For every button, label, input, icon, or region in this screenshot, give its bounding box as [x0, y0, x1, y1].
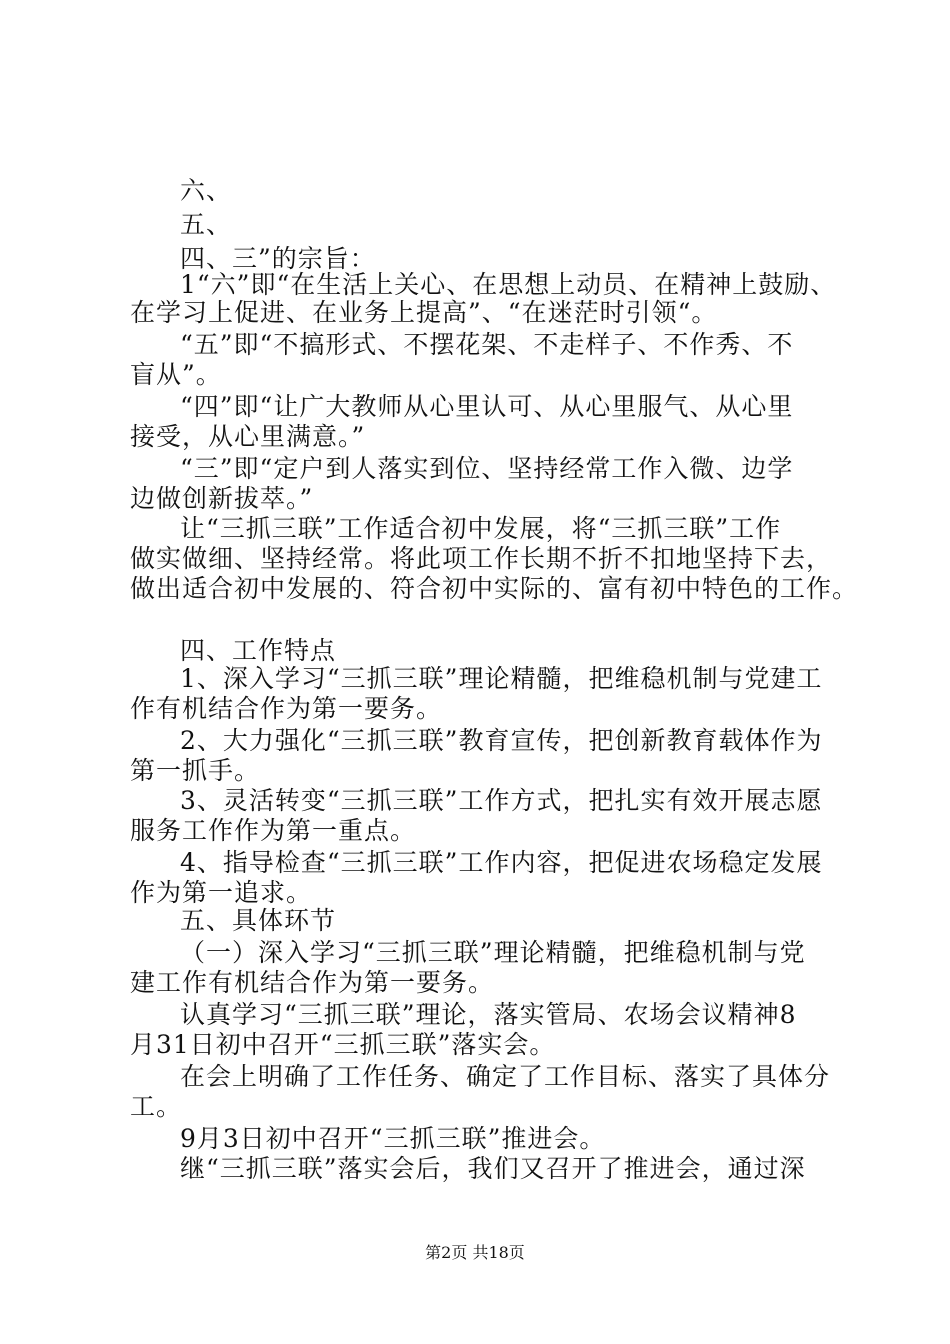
text-line: 4、指导检查“三抓三联”工作内容，把促进农场稳定发展 — [180, 848, 823, 877]
text-line: “五”即“不搞形式、不摆花架、不走样子、不作秀、不 — [180, 330, 794, 359]
text-line: 月31日初中召开“三抓三联”落实会。 — [130, 1030, 556, 1059]
text-line: 做出适合初中发展的、符合初中实际的、富有初中特色的工作。 — [130, 574, 859, 603]
text-line: 六、 — [180, 176, 233, 205]
text-line: 做实做细、坚持经常。将此项工作长期不折不扣地坚持下去， — [130, 544, 833, 573]
text-line: 作有机结合作为第一要务。 — [130, 694, 443, 723]
page-footer: 第2页 共18页 — [425, 1243, 525, 1262]
text-line: 接受，从心里满意。” — [130, 422, 366, 451]
text-line: 在学习上促进、在业务上提高”、“在迷茫时引领“。 — [130, 298, 718, 327]
text-line: 五、 — [180, 210, 233, 239]
section-heading: 四、工作特点 — [180, 636, 337, 665]
text-line: 2、大力强化“三抓三联”教育宣传，把创新教育载体作为 — [180, 726, 823, 755]
text-line: 第一抓手。 — [130, 756, 261, 785]
text-line: 作为第一追求。 — [130, 878, 313, 907]
text-line: 继“三抓三联”落实会后，我们又召开了推进会，通过深 — [180, 1154, 806, 1183]
text-line: 1“六”即“在生活上关心、在思想上动员、在精神上鼓励、 — [180, 270, 837, 299]
text-line: 服务工作作为第一重点。 — [130, 816, 417, 845]
text-line: （一）深入学习“三抓三联”理论精髓，把维稳机制与党 — [180, 938, 806, 967]
section-heading: 五、具体环节 — [180, 906, 337, 935]
text-line: 3、灵活转变“三抓三联”工作方式，把扎实有效开展志愿 — [180, 786, 823, 815]
text-line: 1、深入学习“三抓三联”理论精髓，把维稳机制与党建工 — [180, 664, 823, 693]
text-line: 认真学习“三抓三联”理论，落实管局、农场会议精神8 — [180, 1000, 797, 1029]
text-line: 工。 — [130, 1092, 183, 1121]
text-line: 四、三”的宗旨： — [180, 244, 376, 273]
text-line: 9月3日初中召开“三抓三联”推进会。 — [180, 1124, 606, 1153]
text-line: 让“三抓三联”工作适合初中发展，将“三抓三联”工作 — [180, 514, 782, 543]
text-line: 盲从”。 — [130, 360, 222, 389]
text-line: “四”即“让广大教师从心里认可、从心里服气、从心里 — [180, 392, 794, 421]
text-line: 在会上明确了工作任务、确定了工作目标、落实了具体分 — [180, 1062, 831, 1091]
text-line: “三”即“定户到人落实到位、坚持经常工作入微、边学 — [180, 454, 794, 483]
text-line: 边做创新拔萃。” — [130, 484, 314, 513]
text-line: 建工作有机结合作为第一要务。 — [130, 968, 495, 997]
